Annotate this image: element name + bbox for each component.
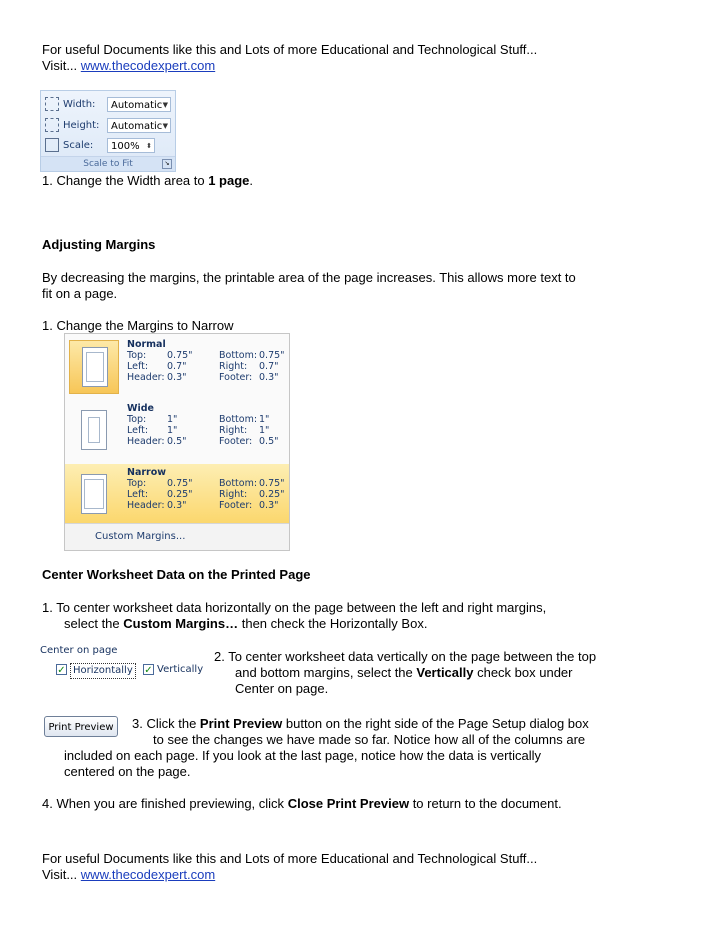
height-row bbox=[45, 118, 173, 136]
center-step4 bbox=[42, 796, 562, 812]
visit-label: Visit... bbox=[42, 867, 78, 882]
center-step2-line3: Center on page. bbox=[235, 681, 329, 696]
scale-row bbox=[45, 138, 173, 156]
page-thumbnail-icon bbox=[69, 404, 119, 458]
margin-value: 0.7" bbox=[167, 361, 187, 372]
step2-text-a: and bottom margins, select the bbox=[235, 665, 417, 680]
width-label: Width: bbox=[63, 99, 96, 110]
footer-visit-line bbox=[42, 867, 215, 883]
margin-value: 0.7" bbox=[259, 361, 279, 372]
center-on-page-group bbox=[38, 645, 204, 687]
step-width-suffix: . bbox=[249, 173, 254, 188]
margins-heading bbox=[42, 237, 155, 253]
margin-value: 1" bbox=[259, 425, 270, 436]
scale-to-fit-caption: Scale to Fit bbox=[41, 156, 175, 171]
margin-label: Left: bbox=[127, 361, 149, 372]
step2-bold: Vertically bbox=[416, 665, 474, 680]
step1-text-b: then check the Horizontally Box. bbox=[238, 616, 428, 631]
margins-para-1: By decreasing the margins, the printable area of the page increases. This allows more text to bbox=[42, 270, 576, 285]
width-dropdown[interactable] bbox=[107, 97, 171, 112]
margin-value: 1" bbox=[167, 414, 178, 425]
custom-margins-item[interactable] bbox=[65, 523, 289, 550]
step2-text-b: check box under bbox=[473, 665, 573, 680]
center-step1-line2 bbox=[64, 616, 427, 632]
header-line: For useful Documents like this and Lots of more Educational and Technological Stuff... bbox=[42, 42, 538, 57]
margin-label: Left: bbox=[127, 489, 149, 500]
margin-label: Footer: bbox=[219, 436, 253, 447]
header-visit-line bbox=[42, 58, 215, 74]
margin-value: 0.25" bbox=[167, 489, 193, 500]
step3-text-b: button on the right side of the Page Setup dialog box bbox=[282, 716, 589, 731]
margins-step: 1. Change the Margins to Narrow bbox=[42, 318, 234, 333]
margin-label: Top: bbox=[127, 478, 147, 489]
margin-option-narrow[interactable] bbox=[65, 464, 289, 526]
center-step3-line3: included on each page. If you look at the last page, notice how the data is vertically bbox=[64, 748, 541, 763]
step-width-bold: 1 page bbox=[208, 173, 250, 188]
scale-label: Scale: bbox=[63, 140, 94, 151]
page-thumbnail-icon bbox=[69, 468, 119, 522]
margin-value: 0.75" bbox=[259, 478, 285, 489]
vertically-label: Vertically bbox=[157, 664, 204, 675]
margin-label: Right: bbox=[219, 361, 248, 372]
margins-gallery bbox=[64, 333, 290, 551]
footer-line: For useful Documents like this and Lots of more Educational and Technological Stuff... bbox=[42, 851, 538, 866]
margin-label: Header: bbox=[127, 500, 165, 511]
margin-label: Right: bbox=[219, 489, 248, 500]
margin-option-normal[interactable] bbox=[65, 336, 289, 398]
step1-text-a: select the bbox=[64, 616, 124, 631]
checkmark-icon: ✓ bbox=[57, 665, 66, 676]
center-on-page-title: Center on page bbox=[40, 645, 118, 656]
scale-icon bbox=[45, 138, 59, 152]
footer-url-link[interactable]: www.thecodexpert.com bbox=[80, 867, 216, 882]
margin-label: Header: bbox=[127, 436, 165, 447]
visit-label: Visit... bbox=[42, 58, 78, 73]
center-heading-text: Center Worksheet Data on the Printed Page bbox=[42, 567, 311, 582]
header-url-link[interactable]: www.thecodexpert.com bbox=[80, 58, 216, 73]
step4-bold: Close Print Preview bbox=[287, 796, 410, 811]
margin-value: 0.5" bbox=[259, 436, 279, 447]
center-step1-line1: 1. To center worksheet data horizontally on the page between the left and right margins, bbox=[42, 600, 547, 615]
dialog-launcher-icon[interactable]: ↘ bbox=[162, 159, 172, 169]
step4-text-b: to return to the document. bbox=[409, 796, 562, 811]
margin-label: Bottom: bbox=[219, 478, 258, 489]
center-step3-line2: to see the changes we have made so far. Notice how all of the columns are bbox=[153, 732, 586, 747]
dropdown-arrow-icon: ▼ bbox=[162, 122, 168, 130]
width-row bbox=[45, 97, 173, 115]
margin-option-wide[interactable] bbox=[65, 400, 289, 462]
scale-spinner[interactable] bbox=[107, 138, 155, 153]
center-step3-line1 bbox=[132, 716, 589, 732]
width-icon bbox=[45, 97, 59, 111]
margins-heading-text: Adjusting Margins bbox=[42, 237, 156, 252]
margin-label: Top: bbox=[127, 350, 147, 361]
step4-text-a: 4. When you are finished previewing, click bbox=[42, 796, 288, 811]
margin-label: Footer: bbox=[219, 500, 253, 511]
height-label: Height: bbox=[63, 120, 100, 131]
scale-value: 100% bbox=[111, 141, 140, 152]
margin-option-name: Narrow bbox=[127, 467, 167, 478]
margin-label: Top: bbox=[127, 414, 147, 425]
height-value: Automatic bbox=[111, 121, 163, 132]
margin-value: 0.3" bbox=[259, 372, 279, 383]
margin-label: Header: bbox=[127, 372, 165, 383]
margin-label: Bottom: bbox=[219, 350, 258, 361]
margin-label: Right: bbox=[219, 425, 248, 436]
step3-text-a: 3. Click the bbox=[132, 716, 200, 731]
margin-value: 0.3" bbox=[167, 500, 187, 511]
height-icon bbox=[45, 118, 59, 132]
margin-value: 0.5" bbox=[167, 436, 187, 447]
margin-value: 0.75" bbox=[259, 350, 285, 361]
margin-option-name: Normal bbox=[127, 339, 166, 350]
margin-value: 0.25" bbox=[259, 489, 285, 500]
horizontally-label: Horizontally bbox=[70, 663, 136, 679]
margin-value: 0.3" bbox=[259, 500, 279, 511]
center-step2-line2 bbox=[235, 665, 573, 681]
height-dropdown[interactable] bbox=[107, 118, 171, 133]
margin-value: 0.75" bbox=[167, 350, 193, 361]
dropdown-arrow-icon: ▼ bbox=[162, 101, 168, 109]
page-thumbnail-icon bbox=[69, 340, 119, 394]
width-value: Automatic bbox=[111, 100, 163, 111]
checkmark-icon: ✓ bbox=[144, 665, 153, 676]
margin-label: Bottom: bbox=[219, 414, 258, 425]
center-step3-line4: centered on the page. bbox=[64, 764, 191, 779]
scale-to-fit-panel bbox=[40, 90, 176, 172]
margin-value: 1" bbox=[259, 414, 270, 425]
center-heading bbox=[42, 567, 311, 583]
step3-bold: Print Preview bbox=[199, 716, 283, 731]
margins-para-2: fit on a page. bbox=[42, 286, 118, 301]
step1-bold: Custom Margins… bbox=[123, 616, 239, 631]
margin-value: 0.75" bbox=[167, 478, 193, 489]
margin-value: 0.3" bbox=[167, 372, 187, 383]
print-preview-button[interactable]: Print Preview bbox=[44, 716, 118, 737]
margin-label: Footer: bbox=[219, 372, 253, 383]
margin-label: Left: bbox=[127, 425, 149, 436]
spinner-arrows-icon: ⬍ bbox=[146, 142, 152, 150]
center-step2-line1: 2. To center worksheet data vertically on the page between the top bbox=[214, 649, 597, 664]
margin-option-name: Wide bbox=[127, 403, 154, 414]
margin-value: 1" bbox=[167, 425, 178, 436]
custom-margins-label: Custom Margins... bbox=[95, 531, 186, 542]
step-width-prefix: 1. Change the Width area to bbox=[42, 173, 209, 188]
step-width-text bbox=[42, 173, 253, 189]
